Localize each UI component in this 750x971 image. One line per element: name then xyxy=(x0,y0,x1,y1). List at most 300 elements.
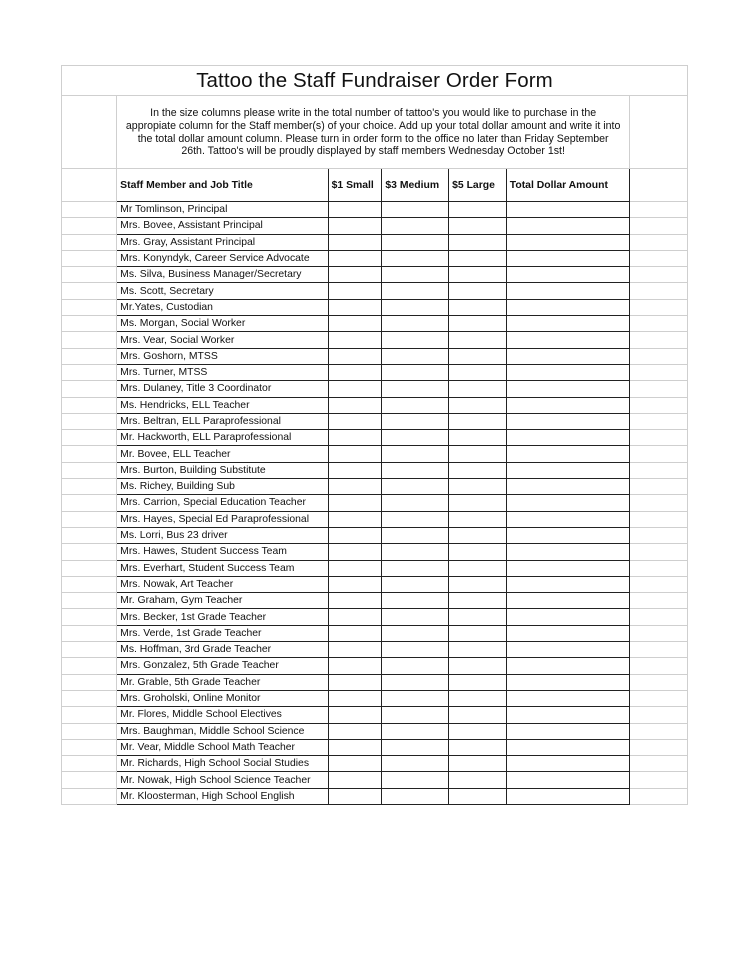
total-amount-cell[interactable] xyxy=(506,218,629,234)
blank-cell xyxy=(62,609,117,625)
total-amount-cell[interactable] xyxy=(506,316,629,332)
staff-name-cell: Mrs. Burton, Building Substitute xyxy=(117,462,328,478)
form-title: Tattoo the Staff Fundraiser Order Form xyxy=(62,66,688,96)
total-amount-cell[interactable] xyxy=(506,250,629,266)
small-qty-cell[interactable] xyxy=(328,250,382,266)
blank-cell xyxy=(630,430,688,446)
blank-cell xyxy=(62,381,117,397)
blank-cell xyxy=(630,283,688,299)
medium-qty-cell[interactable] xyxy=(382,446,449,462)
blank-cell xyxy=(62,788,117,804)
total-amount-cell[interactable] xyxy=(506,202,629,218)
medium-qty-cell[interactable] xyxy=(382,316,449,332)
total-amount-cell[interactable] xyxy=(506,364,629,380)
table-row xyxy=(62,332,688,348)
total-amount-cell[interactable] xyxy=(506,527,629,543)
small-qty-cell[interactable] xyxy=(328,348,382,364)
blank-cell xyxy=(630,609,688,625)
table-row xyxy=(62,250,688,266)
large-qty-cell[interactable] xyxy=(449,446,507,462)
small-qty-cell[interactable] xyxy=(328,707,382,723)
large-qty-cell[interactable] xyxy=(449,364,507,380)
small-qty-cell[interactable] xyxy=(328,593,382,609)
table-row xyxy=(62,756,688,772)
header-staff-member: Staff Member and Job Title xyxy=(117,169,328,202)
blank-cell xyxy=(62,250,117,266)
table-row xyxy=(62,674,688,690)
small-qty-cell[interactable] xyxy=(328,381,382,397)
small-qty-cell[interactable] xyxy=(328,527,382,543)
small-qty-cell[interactable] xyxy=(328,723,382,739)
table-row xyxy=(62,707,688,723)
total-amount-cell[interactable] xyxy=(506,348,629,364)
header-medium: $3 Medium xyxy=(382,169,449,202)
small-qty-cell[interactable] xyxy=(328,756,382,772)
instructions-cell xyxy=(117,96,630,169)
staff-name-cell: Mrs. Baughman, Middle School Science xyxy=(117,723,328,739)
medium-qty-cell[interactable] xyxy=(382,381,449,397)
table-row xyxy=(62,788,688,804)
small-qty-cell[interactable] xyxy=(328,364,382,380)
blank-cell xyxy=(630,462,688,478)
blank-cell xyxy=(630,381,688,397)
small-qty-cell[interactable] xyxy=(328,283,382,299)
medium-qty-cell[interactable] xyxy=(382,462,449,478)
table-row xyxy=(62,364,688,380)
blank-cell xyxy=(62,96,117,169)
large-qty-cell[interactable] xyxy=(449,348,507,364)
blank-cell xyxy=(62,707,117,723)
medium-qty-cell[interactable] xyxy=(382,511,449,527)
staff-name-cell: Mrs. Vear, Social Worker xyxy=(117,332,328,348)
large-qty-cell[interactable] xyxy=(449,756,507,772)
blank-cell xyxy=(630,446,688,462)
blank-cell xyxy=(62,511,117,527)
staff-name-cell: Mrs. Gray, Assistant Principal xyxy=(117,234,328,250)
staff-name-cell: Mr. Flores, Middle School Electives xyxy=(117,707,328,723)
staff-name-cell: Mrs. Becker, 1st Grade Teacher xyxy=(117,609,328,625)
blank-cell xyxy=(62,560,117,576)
total-amount-cell[interactable] xyxy=(506,642,629,658)
large-qty-cell[interactable] xyxy=(449,381,507,397)
medium-qty-cell[interactable] xyxy=(382,642,449,658)
small-qty-cell[interactable] xyxy=(328,772,382,788)
small-qty-cell[interactable] xyxy=(328,446,382,462)
title-row xyxy=(62,66,688,96)
medium-qty-cell[interactable] xyxy=(382,527,449,543)
staff-name-cell: Mrs. Nowak, Art Teacher xyxy=(117,576,328,592)
table-row xyxy=(62,479,688,495)
blank-cell xyxy=(630,348,688,364)
medium-qty-cell[interactable] xyxy=(382,234,449,250)
table-row xyxy=(62,202,688,218)
large-qty-cell[interactable] xyxy=(449,674,507,690)
staff-name-cell: Mrs. Verde, 1st Grade Teacher xyxy=(117,625,328,641)
small-qty-cell[interactable] xyxy=(328,479,382,495)
total-amount-cell[interactable] xyxy=(506,723,629,739)
total-amount-cell[interactable] xyxy=(506,495,629,511)
blank-cell xyxy=(62,218,117,234)
large-qty-cell[interactable] xyxy=(449,250,507,266)
medium-qty-cell[interactable] xyxy=(382,739,449,755)
blank-cell xyxy=(630,739,688,755)
medium-qty-cell[interactable] xyxy=(382,658,449,674)
total-amount-cell[interactable] xyxy=(506,690,629,706)
staff-name-cell: Ms. Lorri, Bus 23 driver xyxy=(117,527,328,543)
medium-qty-cell[interactable] xyxy=(382,756,449,772)
large-qty-cell[interactable] xyxy=(449,772,507,788)
large-qty-cell[interactable] xyxy=(449,788,507,804)
large-qty-cell[interactable] xyxy=(449,658,507,674)
table-row xyxy=(62,495,688,511)
table-row xyxy=(62,267,688,283)
table-row xyxy=(62,527,688,543)
blank-cell xyxy=(630,772,688,788)
small-qty-cell[interactable] xyxy=(328,674,382,690)
staff-name-cell: Ms. Hoffman, 3rd Grade Teacher xyxy=(117,642,328,658)
small-qty-cell[interactable] xyxy=(328,511,382,527)
medium-qty-cell[interactable] xyxy=(382,723,449,739)
staff-name-cell: Ms. Silva, Business Manager/Secretary xyxy=(117,267,328,283)
blank-cell xyxy=(62,299,117,315)
blank-cell xyxy=(62,169,117,202)
blank-cell xyxy=(62,690,117,706)
blank-cell xyxy=(62,364,117,380)
large-qty-cell[interactable] xyxy=(449,267,507,283)
medium-qty-cell[interactable] xyxy=(382,576,449,592)
blank-cell xyxy=(62,674,117,690)
medium-qty-cell[interactable] xyxy=(382,364,449,380)
large-qty-cell[interactable] xyxy=(449,576,507,592)
blank-cell xyxy=(630,527,688,543)
table-row xyxy=(62,413,688,429)
table-row xyxy=(62,462,688,478)
blank-cell xyxy=(630,479,688,495)
large-qty-cell[interactable] xyxy=(449,218,507,234)
table-row xyxy=(62,576,688,592)
small-qty-cell[interactable] xyxy=(328,218,382,234)
total-amount-cell[interactable] xyxy=(506,381,629,397)
medium-qty-cell[interactable] xyxy=(382,609,449,625)
blank-cell xyxy=(630,332,688,348)
blank-cell xyxy=(62,202,117,218)
medium-qty-cell[interactable] xyxy=(382,674,449,690)
medium-qty-cell[interactable] xyxy=(382,218,449,234)
blank-cell xyxy=(62,462,117,478)
blank-cell xyxy=(62,397,117,413)
medium-qty-cell[interactable] xyxy=(382,479,449,495)
staff-name-cell: Mrs. Carrion, Special Education Teacher xyxy=(117,495,328,511)
blank-cell xyxy=(630,707,688,723)
blank-cell xyxy=(630,397,688,413)
medium-qty-cell[interactable] xyxy=(382,772,449,788)
large-qty-cell[interactable] xyxy=(449,625,507,641)
large-qty-cell[interactable] xyxy=(449,527,507,543)
large-qty-cell[interactable] xyxy=(449,316,507,332)
small-qty-cell[interactable] xyxy=(328,413,382,429)
header-large: $5 Large xyxy=(449,169,507,202)
large-qty-cell[interactable] xyxy=(449,511,507,527)
total-amount-cell[interactable] xyxy=(506,413,629,429)
table-row xyxy=(62,511,688,527)
total-amount-cell[interactable] xyxy=(506,560,629,576)
small-qty-cell[interactable] xyxy=(328,788,382,804)
table-row xyxy=(62,593,688,609)
large-qty-cell[interactable] xyxy=(449,202,507,218)
blank-cell xyxy=(630,234,688,250)
total-amount-cell[interactable] xyxy=(506,593,629,609)
staff-name-cell: Mr. Bovee, ELL Teacher xyxy=(117,446,328,462)
staff-name-cell: Mrs. Dulaney, Title 3 Coordinator xyxy=(117,381,328,397)
small-qty-cell[interactable] xyxy=(328,609,382,625)
table-row xyxy=(62,283,688,299)
table-row xyxy=(62,234,688,250)
total-amount-cell[interactable] xyxy=(506,576,629,592)
total-amount-cell[interactable] xyxy=(506,756,629,772)
medium-qty-cell[interactable] xyxy=(382,544,449,560)
blank-cell xyxy=(630,674,688,690)
total-amount-cell[interactable] xyxy=(506,511,629,527)
blank-cell xyxy=(630,96,688,169)
instructions-row xyxy=(62,96,688,169)
large-qty-cell[interactable] xyxy=(449,739,507,755)
blank-cell xyxy=(62,739,117,755)
total-amount-cell[interactable] xyxy=(506,707,629,723)
medium-qty-cell[interactable] xyxy=(382,625,449,641)
total-amount-cell[interactable] xyxy=(506,332,629,348)
blank-cell xyxy=(62,625,117,641)
blank-cell xyxy=(630,511,688,527)
staff-name-cell: Ms. Richey, Building Sub xyxy=(117,479,328,495)
blank-cell xyxy=(630,218,688,234)
staff-name-cell: Mrs. Turner, MTSS xyxy=(117,364,328,380)
blank-cell xyxy=(630,658,688,674)
total-amount-cell[interactable] xyxy=(506,267,629,283)
blank-cell xyxy=(630,495,688,511)
table-row xyxy=(62,299,688,315)
small-qty-cell[interactable] xyxy=(328,739,382,755)
table-row xyxy=(62,381,688,397)
medium-qty-cell[interactable] xyxy=(382,397,449,413)
medium-qty-cell[interactable] xyxy=(382,690,449,706)
blank-cell xyxy=(630,364,688,380)
small-qty-cell[interactable] xyxy=(328,316,382,332)
total-amount-cell[interactable] xyxy=(506,397,629,413)
small-qty-cell[interactable] xyxy=(328,397,382,413)
instructions-text: In the size columns please write in the total number of tattoo's you would like to purchase in the appropiate column for the Staff member(s) of your choice. Add up your total dollar amount and write it into the total dollar amount column. Please turn in order form to the office no later than Friday September 26th. Tattoo's will be proudly displayed by staff members Wednesday October 1st! xyxy=(125,106,621,158)
large-qty-cell[interactable] xyxy=(449,544,507,560)
total-amount-cell[interactable] xyxy=(506,788,629,804)
blank-cell xyxy=(630,642,688,658)
large-qty-cell[interactable] xyxy=(449,609,507,625)
small-qty-cell[interactable] xyxy=(328,690,382,706)
total-amount-cell[interactable] xyxy=(506,234,629,250)
large-qty-cell[interactable] xyxy=(449,642,507,658)
table-row xyxy=(62,739,688,755)
blank-cell xyxy=(630,690,688,706)
table-row xyxy=(62,430,688,446)
blank-cell xyxy=(62,593,117,609)
medium-qty-cell[interactable] xyxy=(382,560,449,576)
staff-name-cell: Mr. Vear, Middle School Math Teacher xyxy=(117,739,328,755)
small-qty-cell[interactable] xyxy=(328,462,382,478)
staff-name-cell: Mr. Nowak, High School Science Teacher xyxy=(117,772,328,788)
small-qty-cell[interactable] xyxy=(328,642,382,658)
total-amount-cell[interactable] xyxy=(506,739,629,755)
total-amount-cell[interactable] xyxy=(506,446,629,462)
medium-qty-cell[interactable] xyxy=(382,788,449,804)
total-amount-cell[interactable] xyxy=(506,625,629,641)
table-row xyxy=(62,772,688,788)
table-row xyxy=(62,544,688,560)
blank-cell xyxy=(62,576,117,592)
large-qty-cell[interactable] xyxy=(449,332,507,348)
blank-cell xyxy=(630,576,688,592)
medium-qty-cell[interactable] xyxy=(382,250,449,266)
small-qty-cell[interactable] xyxy=(328,495,382,511)
staff-name-cell: Mr. Richards, High School Social Studies xyxy=(117,756,328,772)
blank-cell xyxy=(62,479,117,495)
small-qty-cell[interactable] xyxy=(328,299,382,315)
staff-name-cell: Mrs. Everhart, Student Success Team xyxy=(117,560,328,576)
large-qty-cell[interactable] xyxy=(449,593,507,609)
medium-qty-cell[interactable] xyxy=(382,348,449,364)
medium-qty-cell[interactable] xyxy=(382,495,449,511)
total-amount-cell[interactable] xyxy=(506,299,629,315)
blank-cell xyxy=(630,756,688,772)
blank-cell xyxy=(62,283,117,299)
blank-cell xyxy=(62,772,117,788)
large-qty-cell[interactable] xyxy=(449,430,507,446)
staff-name-cell: Ms. Scott, Secretary xyxy=(117,283,328,299)
blank-cell xyxy=(630,250,688,266)
blank-cell xyxy=(62,332,117,348)
blank-cell xyxy=(630,316,688,332)
blank-cell xyxy=(62,316,117,332)
small-qty-cell[interactable] xyxy=(328,560,382,576)
small-qty-cell[interactable] xyxy=(328,625,382,641)
blank-cell xyxy=(62,723,117,739)
large-qty-cell[interactable] xyxy=(449,283,507,299)
blank-cell xyxy=(62,267,117,283)
medium-qty-cell[interactable] xyxy=(382,332,449,348)
blank-cell xyxy=(62,544,117,560)
small-qty-cell[interactable] xyxy=(328,576,382,592)
medium-qty-cell[interactable] xyxy=(382,593,449,609)
medium-qty-cell[interactable] xyxy=(382,267,449,283)
table-row xyxy=(62,560,688,576)
table-row xyxy=(62,446,688,462)
blank-cell xyxy=(62,234,117,250)
blank-cell xyxy=(62,446,117,462)
total-amount-cell[interactable] xyxy=(506,658,629,674)
staff-name-cell: Mr. Hackworth, ELL Paraprofessional xyxy=(117,430,328,446)
blank-cell xyxy=(62,413,117,429)
staff-name-cell: Mrs. Gonzalez, 5th Grade Teacher xyxy=(117,658,328,674)
staff-name-cell: Mrs. Goshorn, MTSS xyxy=(117,348,328,364)
header-small: $1 Small xyxy=(328,169,382,202)
header-total: Total Dollar Amount xyxy=(506,169,629,202)
large-qty-cell[interactable] xyxy=(449,413,507,429)
blank-cell xyxy=(630,593,688,609)
small-qty-cell[interactable] xyxy=(328,234,382,250)
table-row xyxy=(62,690,688,706)
blank-cell xyxy=(630,560,688,576)
staff-name-cell: Mr. Kloosterman, High School English xyxy=(117,788,328,804)
small-qty-cell[interactable] xyxy=(328,267,382,283)
blank-cell xyxy=(630,788,688,804)
large-qty-cell[interactable] xyxy=(449,479,507,495)
small-qty-cell[interactable] xyxy=(328,202,382,218)
small-qty-cell[interactable] xyxy=(328,544,382,560)
large-qty-cell[interactable] xyxy=(449,299,507,315)
large-qty-cell[interactable] xyxy=(449,690,507,706)
medium-qty-cell[interactable] xyxy=(382,202,449,218)
order-form-sheet xyxy=(61,65,688,805)
medium-qty-cell[interactable] xyxy=(382,283,449,299)
medium-qty-cell[interactable] xyxy=(382,299,449,315)
table-row xyxy=(62,348,688,364)
total-amount-cell[interactable] xyxy=(506,430,629,446)
large-qty-cell[interactable] xyxy=(449,707,507,723)
table-row xyxy=(62,658,688,674)
staff-name-cell: Ms. Hendricks, ELL Teacher xyxy=(117,397,328,413)
blank-cell xyxy=(62,430,117,446)
small-qty-cell[interactable] xyxy=(328,658,382,674)
blank-cell xyxy=(630,544,688,560)
small-qty-cell[interactable] xyxy=(328,332,382,348)
table-row xyxy=(62,316,688,332)
total-amount-cell[interactable] xyxy=(506,462,629,478)
medium-qty-cell[interactable] xyxy=(382,707,449,723)
staff-name-cell: Mrs. Beltran, ELL Paraprofessional xyxy=(117,413,328,429)
blank-cell xyxy=(62,348,117,364)
blank-cell xyxy=(630,169,688,202)
table-row xyxy=(62,218,688,234)
sheet-body xyxy=(62,66,688,805)
large-qty-cell[interactable] xyxy=(449,234,507,250)
large-qty-cell[interactable] xyxy=(449,723,507,739)
staff-name-cell: Mrs. Hawes, Student Success Team xyxy=(117,544,328,560)
staff-name-cell: Mrs. Bovee, Assistant Principal xyxy=(117,218,328,234)
table-row xyxy=(62,397,688,413)
total-amount-cell[interactable] xyxy=(506,609,629,625)
small-qty-cell[interactable] xyxy=(328,430,382,446)
blank-cell xyxy=(630,267,688,283)
total-amount-cell[interactable] xyxy=(506,479,629,495)
medium-qty-cell[interactable] xyxy=(382,430,449,446)
total-amount-cell[interactable] xyxy=(506,544,629,560)
large-qty-cell[interactable] xyxy=(449,560,507,576)
blank-cell xyxy=(62,756,117,772)
blank-cell xyxy=(630,625,688,641)
blank-cell xyxy=(62,658,117,674)
header-row xyxy=(62,169,688,202)
large-qty-cell[interactable] xyxy=(449,495,507,511)
total-amount-cell[interactable] xyxy=(506,674,629,690)
large-qty-cell[interactable] xyxy=(449,462,507,478)
blank-cell xyxy=(630,723,688,739)
staff-name-cell: Ms. Morgan, Social Worker xyxy=(117,316,328,332)
blank-cell xyxy=(630,202,688,218)
medium-qty-cell[interactable] xyxy=(382,413,449,429)
large-qty-cell[interactable] xyxy=(449,397,507,413)
blank-cell xyxy=(630,413,688,429)
table-row xyxy=(62,625,688,641)
total-amount-cell[interactable] xyxy=(506,772,629,788)
total-amount-cell[interactable] xyxy=(506,283,629,299)
blank-cell xyxy=(62,642,117,658)
